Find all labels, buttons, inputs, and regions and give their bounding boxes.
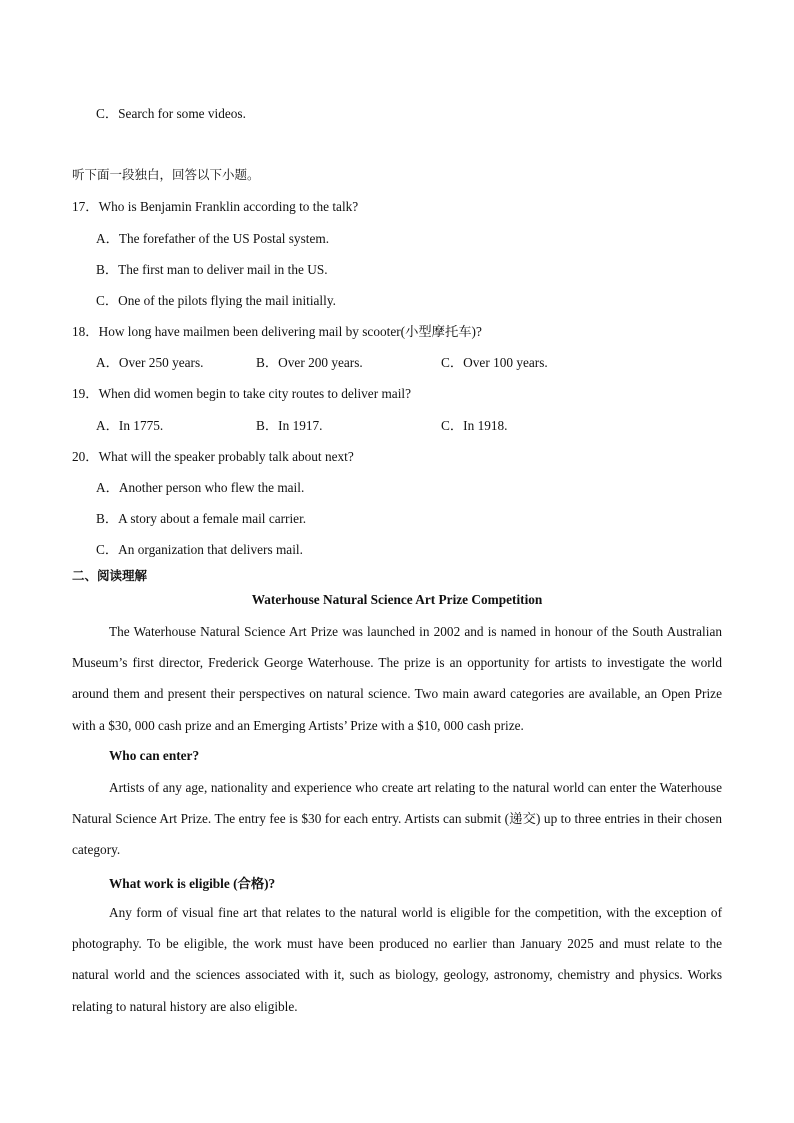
who-can-enter-paragraph: Artists of any age, nationality and experience who create art relating to the natural world can enter the Waterhouse Natural Science Art Prize. The entry fee is $30 for each entry. Artists can submit (递交) up to three entries in their chosen category. [72,780,722,858]
intro-paragraph: The Waterhouse Natural Science Art Prize was launched in 2002 and is named in honour of the South Australian Museum’s first director, Frederick George Waterhouse. The prize is an opportunity for artists to investigate the world around them and present their perspectives on natural science. Two main award categories are available, an Open Prize with a $30, 000 cash prize and an Emerging Artists’ Prize with a $10, 000 cash prize. [72,624,722,733]
q19-option-c: C．In 1918. [441,418,508,433]
q17-option-b: B．The first man to deliver mail in the US. [96,262,328,277]
q17-option-c: C．One of the pilots flying the mail initially. [96,293,336,308]
listening-instruction: 听下面一段独白，回答以下小题。 [72,167,260,182]
q18-stem: 18．How long have mailmen been delivering mail by scooter(小型摩托车)? [72,324,482,339]
q18-option-a: A．Over 250 years. [96,355,204,370]
q18-option-c: C．Over 100 years. [441,355,548,370]
passage-title: Waterhouse Natural Science Art Prize Competition [251,592,543,607]
q20-option-b: B．A story about a female mail carrier. [96,511,307,526]
q20-stem: 20．What will the speaker probably talk about next? [72,449,354,464]
eligible-work-paragraph: Any form of visual fine art that relates to the natural world is eligible for the competition, with the exception of photography. To be eligible, the work must have been produced no earlier than January 2025 and must relate to the natural world and the sciences associated with it, such as biology, geology, astronomy, chemistry and physics. Works relating to natural history are also eligible. [72,905,722,1014]
q19-option-a: A．In 1775. [96,418,164,433]
q17-stem: 17．Who is Benjamin Franklin according to the talk? [72,199,359,214]
q20-option-c: C．An organization that delivers mail. [96,542,303,557]
q16-option-c: C．Search for some videos. [96,106,246,121]
who-can-enter-heading: Who can enter? [109,748,200,763]
eligible-work-heading: What work is eligible (合格)? [109,876,276,891]
q19-stem: 19．When did women begin to take city routes to deliver mail? [72,386,411,401]
q17-option-a: A．The forefather of the US Postal system. [96,231,330,246]
q18-option-b: B．Over 200 years. [256,355,363,370]
q20-option-a: A．Another person who flew the mail. [96,480,305,495]
reading-section-heading: 二、阅读理解 [72,568,148,583]
q19-option-b: B．In 1917. [256,418,323,433]
